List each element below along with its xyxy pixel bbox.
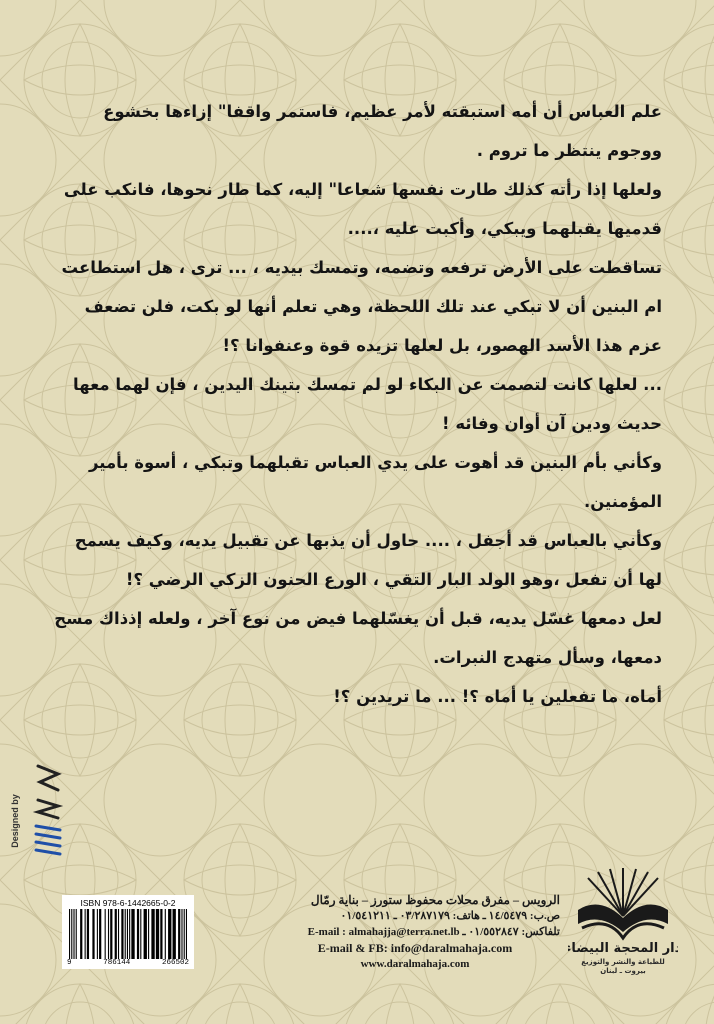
barcode-bar [71, 909, 72, 959]
barcode-bar [178, 909, 180, 959]
paragraph: علم العباس أن أمه استبقته لأمر عظيم، فاستمر واقفا" إزاءها بخشوع ووجوم ينتظر ما تروم . [103, 102, 662, 160]
isbn-barcode [62, 895, 194, 969]
barcode-bar [144, 909, 147, 959]
barcode-digit-mid: 786144 [103, 959, 131, 967]
barcode-bars [67, 909, 189, 959]
paragraph: ... لعلها كانت لتصمت عن البكاء لو لم تمسك بتينك اليدين ، فإن لهما معها حديث ودين آن أوان وفائه ! [73, 375, 662, 433]
barcode-bar [125, 909, 126, 959]
barcode-bar [73, 909, 74, 959]
barcode-digit-first: 9 [67, 959, 72, 967]
paragraph: تساقطت على الأرض ترفعه وتضمه، وتمسك بيديه ، ... ترى ، هل استطاعت ام البنين أن لا تبكي عند تلك اللحظة، وهي تعلم أنها لو بكت، فلن تضعف عزم هذا الأسد الهصور، بل لعلها تزيده قوة وعنفوانا ؟! [61, 258, 662, 355]
paragraph: أماه، ما تفعلين يا أماه ؟! ... ما تريدين ؟! [333, 687, 662, 706]
barcode-bar [110, 909, 112, 959]
barcode-bar [173, 909, 176, 959]
back-cover-text [52, 92, 662, 716]
publisher-email-fb: E-mail & FB: info@daralmahaja.com [317, 941, 513, 955]
publisher-website: www.daralmahaja.com [360, 958, 470, 970]
barcode-bar [127, 909, 128, 959]
publisher-tagline: للطباعة والنشر والتوزيع [581, 958, 665, 966]
designed-by-label: Designed by [9, 794, 20, 848]
barcode-bar [184, 909, 185, 959]
barcode-bar [115, 909, 117, 959]
barcode-bar [76, 909, 77, 959]
open-book-icon [568, 866, 678, 958]
designer-credit [8, 780, 68, 860]
barcode-digit-end: 266502 [161, 959, 189, 967]
barcode-bar [129, 909, 130, 959]
barcode-bar [85, 909, 86, 959]
designer-logo-icon [30, 760, 66, 870]
barcode-bar [108, 909, 109, 959]
barcode-bar [137, 909, 139, 959]
paragraph: وكأني بأم البنين قد أهوت على يدي العباس تقبلهما وتبكي ، أسوة بأمير المؤمنين. [88, 453, 662, 511]
barcode-bar [105, 909, 106, 959]
publisher-logo [568, 866, 678, 986]
barcode-digits [67, 959, 189, 968]
publisher-email: E-mail : almahajja@terra.net.lb [307, 926, 460, 938]
barcode-bar [118, 909, 119, 959]
paragraph: ولعلها إذا رأته كذلك طارت نفسها شعاعا" إليه، كما طار نحوها، فانكب على قدميها يقبلهما ويبكي، وأكبت عليه ،.... [63, 180, 662, 238]
paragraph: وكأني بالعباس قد أجفل ، .... حاول أن يذبها عن تقبيل يديه، وكيف يسمح لها أن تفعل ،وهو الولد البار التقي ، الورع الحنون الزكي الرضي ؟! [74, 531, 662, 589]
barcode-bar [92, 909, 94, 959]
barcode-bar [80, 909, 82, 959]
publisher-city: بيروت ـ لبنان [600, 967, 646, 975]
barcode-bar [181, 909, 182, 959]
barcode-bar [168, 909, 171, 959]
barcode-bar [121, 909, 123, 959]
barcode-bar [87, 909, 89, 959]
barcode-bar [69, 909, 70, 959]
barcode-bar [131, 909, 134, 959]
publisher-name: دار المحجة البيضاء [568, 941, 678, 956]
barcode-bar [165, 909, 166, 959]
publisher-contact [270, 892, 560, 972]
publisher-fax: تلفاكس: ٠١/٥٥٢٨٤٧ ـ [462, 926, 560, 938]
isbn-label: ISBN 978-6-1442665-0-2 [80, 898, 176, 908]
publisher-phone: ص.ب: ١٤/٥٤٧٩ ـ هاتف: ٠٣/٢٨٧١٧٩ ـ ٠١/٥٤١٢١١ [340, 910, 560, 922]
barcode-bar [140, 909, 141, 959]
publisher-email-line [270, 924, 560, 940]
barcode-bar [186, 909, 187, 959]
barcode-bar [151, 909, 154, 959]
barcode-bar [97, 909, 98, 959]
barcode-bar [160, 909, 162, 959]
paragraph: لعل دمعها غسّل يديه، قبل أن يغسّلهما فيض من نوع آخر ، ولعله إذذاك مسح دمعها، وسأل متهدج النبرات. [54, 609, 662, 667]
publisher-address: الرويس – مفرق محلات محفوظ ستورز – بناية رمّال [310, 893, 560, 907]
barcode-bar [156, 909, 159, 959]
publisher-tagline-block [568, 958, 678, 976]
barcode-bar [148, 909, 149, 959]
barcode-bar [99, 909, 101, 959]
